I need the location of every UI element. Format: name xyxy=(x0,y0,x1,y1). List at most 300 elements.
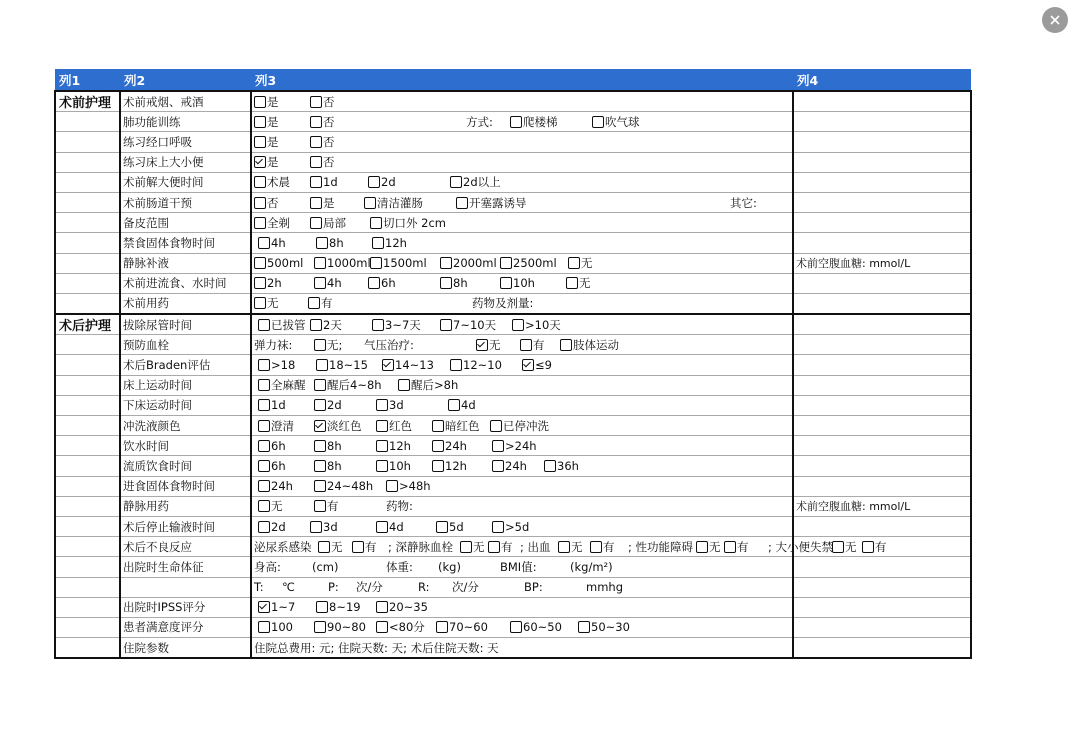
option-label: 否 xyxy=(323,94,335,109)
checkbox-icon[interactable] xyxy=(254,217,266,229)
option-checkbox[interactable] xyxy=(560,337,619,353)
option-checkbox[interactable] xyxy=(862,539,887,555)
options-cell xyxy=(251,335,793,355)
checkbox-icon[interactable] xyxy=(314,440,326,452)
item-cell: 术前解大便时间 xyxy=(120,172,251,192)
option-checkbox[interactable] xyxy=(258,317,306,333)
checkbox-icon[interactable] xyxy=(370,217,382,229)
option-checkbox[interactable] xyxy=(254,94,279,110)
option-checkbox[interactable] xyxy=(254,134,279,150)
option-label: 否 xyxy=(323,155,335,170)
option-label: 12h xyxy=(389,438,411,453)
checkbox-icon[interactable] xyxy=(500,257,512,269)
checkbox-icon[interactable] xyxy=(544,460,556,472)
option-checkbox[interactable] xyxy=(382,358,434,372)
option-checkbox[interactable] xyxy=(832,539,857,555)
option-checkbox[interactable] xyxy=(440,276,468,290)
checkbox-icon[interactable] xyxy=(310,136,322,148)
category-cell xyxy=(55,416,120,436)
checkbox-icon[interactable] xyxy=(254,116,266,128)
checkbox-icon[interactable] xyxy=(492,521,504,533)
option-checkbox[interactable] xyxy=(314,377,382,393)
option-label: 12~10 xyxy=(463,358,502,373)
option-checkbox[interactable] xyxy=(510,114,558,130)
option-checkbox[interactable] xyxy=(258,377,306,393)
option-checkbox[interactable] xyxy=(492,520,529,534)
option-checkbox[interactable] xyxy=(376,600,428,614)
option-label: 开塞露诱导 xyxy=(469,195,527,210)
checkbox-icon[interactable] xyxy=(558,541,570,553)
option-checkbox[interactable] xyxy=(254,174,290,190)
checkbox-icon[interactable] xyxy=(258,420,270,432)
checkbox-icon[interactable] xyxy=(510,621,522,633)
option-checkbox[interactable] xyxy=(724,539,749,555)
checkbox-icon[interactable] xyxy=(440,277,452,289)
checked-box-icon[interactable] xyxy=(258,601,270,613)
checkbox-icon[interactable] xyxy=(376,601,388,613)
checkbox-icon[interactable] xyxy=(724,541,736,553)
checkbox-icon[interactable] xyxy=(314,500,326,512)
table-row xyxy=(55,233,971,253)
option-checkbox[interactable] xyxy=(450,174,501,190)
checkbox-icon[interactable] xyxy=(492,440,504,452)
option-checkbox[interactable] xyxy=(376,439,411,453)
checkbox-icon[interactable] xyxy=(386,480,398,492)
checkbox-icon[interactable] xyxy=(568,257,580,269)
options-cell xyxy=(251,314,793,335)
option-checkbox[interactable] xyxy=(314,459,342,473)
option-checkbox[interactable] xyxy=(492,439,537,453)
option-label: 无 xyxy=(579,276,591,291)
checkbox-icon[interactable] xyxy=(258,399,270,411)
note-cell xyxy=(793,597,971,617)
header-col4: 列4 xyxy=(793,69,971,91)
checkbox-icon[interactable] xyxy=(254,197,266,209)
checkbox-icon[interactable] xyxy=(316,237,328,249)
option-checkbox[interactable] xyxy=(258,418,294,434)
table-row xyxy=(55,617,971,637)
checkbox-icon[interactable] xyxy=(314,621,326,633)
checkbox-icon[interactable] xyxy=(450,359,462,371)
checkbox-icon[interactable] xyxy=(364,197,376,209)
option-checkbox[interactable] xyxy=(310,114,335,130)
option-label: 有 xyxy=(875,539,887,554)
option-checkbox[interactable] xyxy=(310,154,335,170)
option-label: 红色 xyxy=(389,418,412,433)
option-label: 是 xyxy=(267,94,279,109)
option-checkbox[interactable] xyxy=(314,276,342,290)
checkbox-icon[interactable] xyxy=(314,460,326,472)
option-checkbox[interactable] xyxy=(558,539,583,555)
table-row xyxy=(55,456,971,476)
checkbox-icon[interactable] xyxy=(254,176,266,188)
option-label: 药物: xyxy=(386,499,413,514)
field-label xyxy=(730,195,757,211)
option-checkbox[interactable] xyxy=(254,215,290,231)
option-checkbox[interactable] xyxy=(258,520,286,534)
option-label: 切口外 2cm xyxy=(383,215,446,230)
option-checkbox[interactable] xyxy=(566,275,591,291)
option-label: 全剃 xyxy=(267,215,290,230)
note-cell xyxy=(793,172,971,192)
checked-box-icon[interactable] xyxy=(314,420,326,432)
field-label xyxy=(356,579,383,595)
option-label: ; 性功能障碍 xyxy=(628,539,694,554)
option-checkbox[interactable] xyxy=(376,459,411,473)
checkbox-icon[interactable] xyxy=(254,136,266,148)
option-checkbox[interactable] xyxy=(376,418,412,434)
option-label: 8h xyxy=(327,458,342,473)
field-label xyxy=(254,580,264,594)
option-checkbox[interactable] xyxy=(310,134,335,150)
checkbox-icon[interactable] xyxy=(862,541,874,553)
option-checkbox[interactable] xyxy=(254,295,279,311)
option-checkbox[interactable] xyxy=(310,317,342,333)
option-checkbox[interactable] xyxy=(254,114,279,130)
option-checkbox[interactable] xyxy=(490,418,549,434)
checkbox-icon[interactable] xyxy=(314,277,326,289)
checked-box-icon[interactable] xyxy=(254,156,266,168)
checkbox-icon[interactable] xyxy=(368,176,380,188)
checkbox-icon[interactable] xyxy=(456,197,468,209)
option-checkbox[interactable] xyxy=(254,256,303,270)
option-checkbox[interactable] xyxy=(544,459,579,473)
checkbox-icon[interactable] xyxy=(314,399,326,411)
option-checkbox[interactable] xyxy=(368,276,396,290)
checkbox-icon[interactable] xyxy=(254,277,266,289)
checkbox-icon[interactable] xyxy=(310,217,322,229)
option-checkbox[interactable] xyxy=(376,398,404,412)
options-cell xyxy=(251,132,793,152)
option-checkbox[interactable] xyxy=(314,498,339,514)
checked-box-icon[interactable] xyxy=(522,359,534,371)
option-checkbox[interactable] xyxy=(512,317,561,333)
option-label: 肢体运动 xyxy=(573,337,619,352)
options-cell xyxy=(251,152,793,172)
option-label: 50~30 xyxy=(591,620,630,635)
note-cell xyxy=(793,314,971,335)
checkbox-icon[interactable] xyxy=(376,420,388,432)
checkbox-icon[interactable] xyxy=(376,399,388,411)
checkbox-icon[interactable] xyxy=(258,237,270,249)
option-checkbox[interactable] xyxy=(450,358,502,372)
checkbox-icon[interactable] xyxy=(490,420,502,432)
option-checkbox[interactable] xyxy=(456,195,527,211)
checkbox-icon[interactable] xyxy=(310,176,322,188)
checkbox-icon[interactable] xyxy=(258,379,270,391)
option-checkbox[interactable] xyxy=(258,600,295,614)
checkbox-icon[interactable] xyxy=(258,319,270,331)
option-checkbox[interactable] xyxy=(522,358,552,372)
option-checkbox[interactable] xyxy=(310,215,346,231)
checkbox-icon[interactable] xyxy=(372,237,384,249)
note-cell xyxy=(793,416,971,436)
checkbox-icon[interactable] xyxy=(368,277,380,289)
checkbox-icon[interactable] xyxy=(308,297,320,309)
checkbox-icon[interactable] xyxy=(318,541,330,553)
checkbox-icon[interactable] xyxy=(448,399,460,411)
checkbox-icon[interactable] xyxy=(352,541,364,553)
note-cell xyxy=(793,617,971,637)
checked-box-icon[interactable] xyxy=(476,339,488,351)
option-label: 有 xyxy=(501,539,513,554)
checkbox-icon[interactable] xyxy=(432,460,444,472)
item-cell: 术后不良反应 xyxy=(120,537,251,557)
checkbox-icon[interactable] xyxy=(492,460,504,472)
option-checkbox[interactable] xyxy=(254,154,279,170)
option-checkbox[interactable] xyxy=(398,377,458,393)
option-checkbox[interactable] xyxy=(500,276,535,290)
checkbox-icon[interactable] xyxy=(440,257,452,269)
checkbox-icon[interactable] xyxy=(376,621,388,633)
option-checkbox[interactable] xyxy=(376,619,425,635)
checkbox-icon[interactable] xyxy=(592,116,604,128)
checkbox-icon[interactable] xyxy=(510,116,522,128)
checkbox-icon[interactable] xyxy=(258,460,270,472)
option-checkbox[interactable] xyxy=(488,539,513,555)
checkbox-icon[interactable] xyxy=(310,197,322,209)
option-checkbox[interactable] xyxy=(308,295,333,311)
checkbox-icon[interactable] xyxy=(314,339,326,351)
item-cell: 术前进流食、水时间 xyxy=(120,273,251,293)
option-checkbox[interactable] xyxy=(352,539,377,555)
option-checkbox[interactable] xyxy=(314,620,366,634)
nursing-record-table xyxy=(54,69,972,659)
checkbox-icon[interactable] xyxy=(254,96,266,108)
option-label: 1d xyxy=(323,175,338,190)
option-label: 70~60 xyxy=(449,620,488,635)
option-checkbox[interactable] xyxy=(436,620,488,634)
checkbox-icon[interactable] xyxy=(832,541,844,553)
option-label: >10天 xyxy=(525,317,561,332)
checkbox-icon[interactable] xyxy=(436,621,448,633)
option-label: 是 xyxy=(267,134,279,149)
option-label: (kg/m²) xyxy=(570,559,613,574)
option-checkbox[interactable] xyxy=(316,236,344,250)
category-cell xyxy=(55,456,120,476)
option-label: 有 xyxy=(603,539,615,554)
checkbox-icon[interactable] xyxy=(314,257,326,269)
option-checkbox[interactable] xyxy=(310,175,338,189)
checkbox-icon[interactable] xyxy=(310,96,322,108)
option-checkbox[interactable] xyxy=(592,114,640,130)
option-checkbox[interactable] xyxy=(578,620,630,634)
option-checkbox[interactable] xyxy=(314,479,373,493)
option-checkbox[interactable] xyxy=(520,337,545,353)
checkbox-icon[interactable] xyxy=(560,339,572,351)
option-label: >24h xyxy=(505,438,537,453)
checkbox-icon[interactable] xyxy=(376,460,388,472)
option-label: 10h xyxy=(389,458,411,473)
option-label: BMI值: xyxy=(500,559,537,574)
checkbox-icon[interactable] xyxy=(590,541,602,553)
table-row xyxy=(55,152,971,172)
option-checkbox[interactable] xyxy=(254,276,282,290)
option-label: <80分 xyxy=(389,620,425,635)
close-button[interactable] xyxy=(1042,7,1068,33)
item-cell: 禁食固体食物时间 xyxy=(120,233,251,253)
checkbox-icon[interactable] xyxy=(258,621,270,633)
option-checkbox[interactable] xyxy=(258,498,283,514)
option-label: 100 xyxy=(271,620,293,635)
category-cell xyxy=(55,597,120,617)
checkbox-icon[interactable] xyxy=(376,521,388,533)
option-label: 6h xyxy=(271,438,286,453)
option-label: 暗红色 xyxy=(445,418,480,433)
note-cell xyxy=(793,476,971,496)
option-checkbox[interactable] xyxy=(696,539,721,555)
item-cell: 术前肠道干预 xyxy=(120,192,251,212)
note-cell: 术前空腹血糖: mmol/L xyxy=(793,253,971,273)
checkbox-icon[interactable] xyxy=(258,500,270,512)
field-label xyxy=(628,539,693,555)
option-checkbox[interactable] xyxy=(258,236,286,250)
checkbox-icon[interactable] xyxy=(310,116,322,128)
category-cell xyxy=(55,375,120,395)
checkbox-icon[interactable] xyxy=(488,541,500,553)
checkbox-icon[interactable] xyxy=(314,379,326,391)
checkbox-icon[interactable] xyxy=(520,339,532,351)
option-label: ; 深静脉血栓 xyxy=(388,539,454,554)
option-checkbox[interactable] xyxy=(432,459,467,473)
option-checkbox[interactable] xyxy=(314,337,342,353)
table-row xyxy=(55,516,971,536)
checkbox-icon[interactable] xyxy=(450,176,462,188)
checkbox-icon[interactable] xyxy=(500,277,512,289)
checkbox-icon[interactable] xyxy=(578,621,590,633)
checkbox-icon[interactable] xyxy=(310,319,322,331)
option-checkbox[interactable] xyxy=(590,539,615,555)
option-checkbox[interactable] xyxy=(310,195,335,211)
option-checkbox[interactable] xyxy=(368,175,396,189)
checkbox-icon[interactable] xyxy=(254,257,266,269)
option-checkbox[interactable] xyxy=(364,195,423,211)
option-checkbox[interactable] xyxy=(386,479,431,493)
option-checkbox[interactable] xyxy=(370,256,427,270)
option-checkbox[interactable] xyxy=(314,418,362,434)
option-checkbox[interactable] xyxy=(440,317,496,333)
checkbox-icon[interactable] xyxy=(258,480,270,492)
option-checkbox[interactable] xyxy=(568,255,593,271)
checkbox-icon[interactable] xyxy=(316,359,328,371)
note-cell xyxy=(793,91,971,112)
checkbox-icon[interactable] xyxy=(310,156,322,168)
option-label: 泌尿系感染 xyxy=(254,539,312,554)
option-label: (cm) xyxy=(312,559,339,574)
option-label: 24h xyxy=(505,458,527,473)
option-checkbox[interactable] xyxy=(476,337,501,353)
option-checkbox[interactable] xyxy=(254,195,279,211)
option-checkbox[interactable] xyxy=(258,620,293,634)
item-cell: 患者满意度评分 xyxy=(120,617,251,637)
option-checkbox[interactable] xyxy=(318,539,343,555)
checkbox-icon[interactable] xyxy=(258,521,270,533)
option-checkbox[interactable] xyxy=(258,398,286,412)
option-checkbox[interactable] xyxy=(372,317,421,333)
option-label: 否 xyxy=(323,114,335,129)
option-label: 7~10天 xyxy=(453,317,497,332)
options-cell xyxy=(251,537,887,557)
option-checkbox[interactable] xyxy=(314,439,342,453)
option-checkbox[interactable] xyxy=(258,439,286,453)
checkbox-icon[interactable] xyxy=(258,359,270,371)
option-checkbox[interactable] xyxy=(316,600,361,614)
option-checkbox[interactable] xyxy=(314,256,371,270)
option-checkbox[interactable] xyxy=(316,358,368,372)
options-cell xyxy=(251,375,793,395)
checkbox-icon[interactable] xyxy=(512,319,524,331)
item-cell xyxy=(120,577,251,597)
checkbox-icon[interactable] xyxy=(440,319,452,331)
item-cell: 练习经口呼吸 xyxy=(120,132,251,152)
option-checkbox[interactable] xyxy=(448,398,476,412)
option-label: 10h xyxy=(513,276,535,291)
checkbox-icon[interactable] xyxy=(436,521,448,533)
checkbox-icon[interactable] xyxy=(370,257,382,269)
option-label: 1d xyxy=(271,398,286,413)
option-checkbox[interactable] xyxy=(432,418,480,434)
option-checkbox[interactable] xyxy=(500,256,557,270)
field-label xyxy=(328,580,339,594)
option-checkbox[interactable] xyxy=(310,94,335,110)
checkbox-icon[interactable] xyxy=(696,541,708,553)
table-row xyxy=(55,253,971,273)
option-label: 4d xyxy=(461,398,476,413)
option-checkbox[interactable] xyxy=(258,358,295,372)
checkbox-icon[interactable] xyxy=(372,319,384,331)
checked-box-icon[interactable] xyxy=(382,359,394,371)
checkbox-icon[interactable] xyxy=(376,440,388,452)
option-label: ≤9 xyxy=(535,358,552,373)
checkbox-icon[interactable] xyxy=(314,480,326,492)
option-label: 3~7天 xyxy=(385,317,421,332)
note-cell xyxy=(793,577,971,597)
checkbox-icon[interactable] xyxy=(432,420,444,432)
checkbox-icon[interactable] xyxy=(316,601,328,613)
option-label: 吹气球 xyxy=(605,114,640,129)
option-checkbox[interactable] xyxy=(372,236,407,250)
checkbox-icon[interactable] xyxy=(310,521,322,533)
item-cell: 冲洗液颜色 xyxy=(120,416,251,436)
option-checkbox[interactable] xyxy=(510,620,562,634)
checkbox-icon[interactable] xyxy=(258,440,270,452)
option-checkbox[interactable] xyxy=(460,539,485,555)
option-label: 无 xyxy=(571,539,583,554)
checkbox-icon[interactable] xyxy=(254,297,266,309)
checkbox-icon[interactable] xyxy=(398,379,410,391)
options-cell xyxy=(251,436,793,456)
option-checkbox[interactable] xyxy=(370,215,446,231)
category-cell xyxy=(55,476,120,496)
option-checkbox[interactable] xyxy=(436,520,464,534)
option-label: 2000ml xyxy=(453,256,497,271)
option-label: 24~48h xyxy=(327,479,374,494)
field-label xyxy=(388,539,453,555)
option-checkbox[interactable] xyxy=(310,520,338,534)
option-checkbox[interactable] xyxy=(432,439,467,453)
option-label: 其它: xyxy=(730,195,757,210)
option-checkbox[interactable] xyxy=(314,398,342,412)
option-checkbox[interactable] xyxy=(258,459,286,473)
checkbox-icon[interactable] xyxy=(566,277,578,289)
checkbox-icon[interactable] xyxy=(432,440,444,452)
option-checkbox[interactable] xyxy=(492,459,527,473)
option-checkbox[interactable] xyxy=(258,479,293,493)
note-cell xyxy=(793,375,971,395)
option-checkbox[interactable] xyxy=(440,256,497,270)
checkbox-icon[interactable] xyxy=(460,541,472,553)
option-checkbox[interactable] xyxy=(376,520,404,534)
